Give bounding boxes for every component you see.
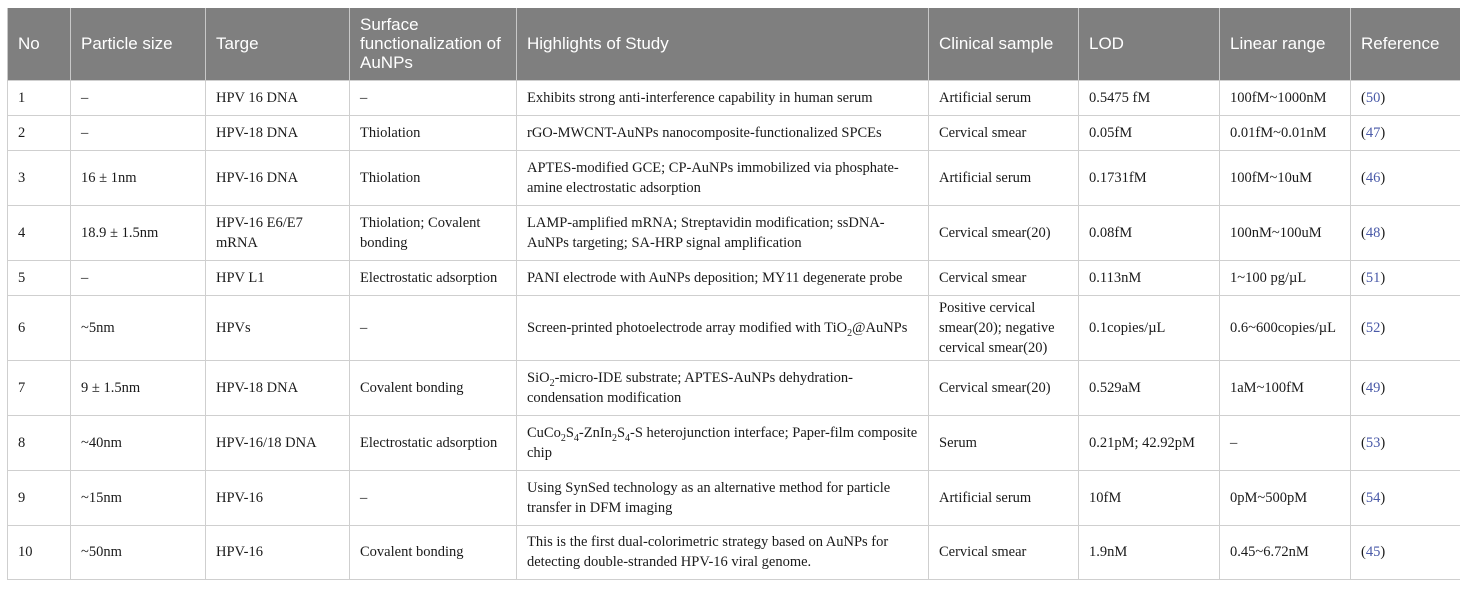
subscript: 4	[573, 432, 579, 444]
table-row	[8, 115, 1460, 150]
cell-lod: 0.113nM	[1079, 260, 1220, 295]
cell-target: HPV-16 E6/E7 mRNA	[206, 205, 350, 260]
cell-range: 1~100 pg/µL	[1220, 260, 1351, 295]
cell-target: HPVs	[206, 295, 350, 360]
cell-no: 8	[8, 415, 71, 470]
header-lod: LOD	[1079, 8, 1220, 80]
reference-link[interactable]: 50	[1365, 89, 1381, 106]
reference-link[interactable]: 45	[1365, 544, 1381, 560]
cell-reference: (45)	[1351, 525, 1460, 579]
cell-size: –	[71, 260, 206, 295]
cell-no: 6	[8, 295, 71, 360]
cell-no: 3	[8, 150, 71, 205]
cell-highlight: Exhibits strong anti-interference capability in human serum	[517, 80, 929, 115]
cell-lod: 0.1copies/µL	[1079, 295, 1220, 360]
subscript: 2	[847, 327, 853, 339]
cell-surface: –	[350, 80, 517, 115]
header-no: No	[8, 8, 71, 80]
cell-highlight	[517, 360, 929, 415]
header-target: Targe	[206, 8, 350, 80]
cell-highlight	[517, 415, 929, 470]
cell-surface: Covalent bonding	[350, 360, 517, 415]
cell-reference: (51)	[1351, 260, 1460, 295]
cell-reference: (48)	[1351, 205, 1460, 260]
cell-no: 9	[8, 470, 71, 525]
cell-highlight	[517, 295, 929, 360]
cell-size: ~5nm	[71, 295, 206, 360]
cell-range: 100fM~10uM	[1220, 150, 1351, 205]
reference-link[interactable]: 49	[1365, 379, 1381, 396]
cell-surface: –	[350, 470, 517, 525]
highlight-text: -ZnIn	[578, 424, 612, 441]
reference-link[interactable]: 46	[1365, 169, 1381, 186]
subscript: 4	[625, 432, 631, 444]
cell-range: 0.6~600copies/µL	[1220, 295, 1351, 360]
cell-range: 100fM~1000nM	[1220, 80, 1351, 115]
cell-range: –	[1220, 415, 1351, 470]
header-highlights: Highlights of Study	[517, 8, 929, 80]
cell-highlight: LAMP-amplified mRNA; Streptavidin modification; ssDNA-AuNPs targeting; SA-HRP signal amplification	[517, 205, 929, 260]
cell-lod: 0.05fM	[1079, 115, 1220, 150]
cell-sample: Cervical smear	[929, 115, 1079, 150]
cell-target: HPV-16/18 DNA	[206, 415, 350, 470]
cell-highlight: This is the first dual-colorimetric strategy based on AuNPs for detecting double-stranded HPV-16 viral genome.	[517, 525, 929, 579]
cell-no: 5	[8, 260, 71, 295]
cell-sample: Artificial serum	[929, 80, 1079, 115]
highlight-text: -micro-IDE substrate; APTES-AuNPs dehydration-condensation modification	[527, 369, 853, 406]
cell-no: 2	[8, 115, 71, 150]
table-row	[8, 470, 1460, 525]
cell-size: 9 ± 1.5nm	[71, 360, 206, 415]
reference-link[interactable]: 51	[1365, 269, 1381, 286]
cell-range: 0.01fM~0.01nM	[1220, 115, 1351, 150]
header-particle-size: Particle size	[71, 8, 206, 80]
cell-sample: Positive cervical smear(20); negative cervical smear(20)	[929, 295, 1079, 360]
cell-reference: (47)	[1351, 115, 1460, 150]
cell-lod: 0.21pM; 42.92pM	[1079, 415, 1220, 470]
subscript: 2	[549, 377, 555, 389]
cell-reference: (46)	[1351, 150, 1460, 205]
cell-reference: (52)	[1351, 295, 1460, 360]
cell-no: 4	[8, 205, 71, 260]
cell-target: HPV-18 DNA	[206, 360, 350, 415]
table-row	[8, 295, 1460, 360]
cell-surface: Thiolation	[350, 115, 517, 150]
table-row	[8, 525, 1460, 579]
cell-sample: Cervical smear(20)	[929, 360, 1079, 415]
cell-sample: Artificial serum	[929, 470, 1079, 525]
cell-range: 1aM~100fM	[1220, 360, 1351, 415]
highlight-text: -S heterojunction interface; Paper-film composite chip	[527, 424, 918, 461]
reference-link[interactable]: 47	[1365, 124, 1381, 141]
table-row	[8, 360, 1460, 415]
cell-size: 18.9 ± 1.5nm	[71, 205, 206, 260]
cell-size: –	[71, 80, 206, 115]
reference-link[interactable]: 48	[1365, 224, 1381, 241]
cell-lod: 0.5475 fM	[1079, 80, 1220, 115]
highlight-text: S	[616, 424, 626, 441]
cell-reference: (49)	[1351, 360, 1460, 415]
highlight-text: SiO	[527, 369, 550, 386]
cell-target: HPV L1	[206, 260, 350, 295]
cell-target: HPV-16 DNA	[206, 150, 350, 205]
header-row	[8, 8, 1460, 80]
cell-reference: (50)	[1351, 80, 1460, 115]
cell-target: HPV-16	[206, 525, 350, 579]
cell-surface: Thiolation	[350, 150, 517, 205]
cell-surface: Thiolation; Covalent bonding	[350, 205, 517, 260]
table-row	[8, 415, 1460, 470]
subscript: 2	[611, 432, 617, 444]
subscript: 2	[560, 432, 566, 444]
cell-lod: 0.1731fM	[1079, 150, 1220, 205]
cell-target: HPV 16 DNA	[206, 80, 350, 115]
cell-no: 7	[8, 360, 71, 415]
cell-highlight: rGO-MWCNT-AuNPs nanocomposite-functionalized SPCEs	[517, 115, 929, 150]
cell-surface: Electrostatic adsorption	[350, 260, 517, 295]
cell-size: ~40nm	[71, 415, 206, 470]
highlight-text: CuCo	[527, 424, 561, 441]
cell-range: 0pM~500pM	[1220, 470, 1351, 525]
cell-lod: 0.08fM	[1079, 205, 1220, 260]
cell-size: 16 ± 1nm	[71, 150, 206, 205]
cell-range: 0.45~6.72nM	[1220, 525, 1351, 579]
cell-lod: 1.9nM	[1079, 525, 1220, 579]
cell-sample: Cervical smear	[929, 260, 1079, 295]
cell-size: ~15nm	[71, 470, 206, 525]
data-table	[7, 8, 1460, 580]
cell-reference: (53)	[1351, 415, 1460, 470]
header-surface: Surface functionalization of AuNPs	[350, 8, 517, 80]
table-row	[8, 205, 1460, 260]
highlight-text: @AuNPs	[852, 319, 908, 336]
cell-highlight: APTES-modified GCE; CP-AuNPs immobilized via phosphate-amine electrostatic adsorption	[517, 150, 929, 205]
cell-lod: 10fM	[1079, 470, 1220, 525]
reference-link[interactable]: 52	[1365, 319, 1381, 336]
cell-size: ~50nm	[71, 525, 206, 579]
reference-link[interactable]: 54	[1365, 489, 1381, 506]
cell-target: HPV-16	[206, 470, 350, 525]
reference-link[interactable]: 53	[1365, 434, 1381, 451]
highlight-text: S	[565, 424, 574, 441]
cell-range: 100nM~100uM	[1220, 205, 1351, 260]
cell-sample: Artificial serum	[929, 150, 1079, 205]
cell-surface: Electrostatic adsorption	[350, 415, 517, 470]
cell-no: 1	[8, 80, 71, 115]
highlight-text: Screen-printed photoelectrode array modified with TiO	[527, 319, 848, 336]
cell-sample: Cervical smear(20)	[929, 205, 1079, 260]
header-linear-range: Linear range	[1220, 8, 1351, 80]
header-reference: Reference	[1351, 8, 1460, 80]
cell-highlight: Using SynSed technology as an alternative method for particle transfer in DFM imaging	[517, 470, 929, 525]
header-clinical-sample: Clinical sample	[929, 8, 1079, 80]
cell-no: 10	[8, 525, 71, 579]
cell-target: HPV-18 DNA	[206, 115, 350, 150]
cell-lod: 0.529aM	[1079, 360, 1220, 415]
cell-size: –	[71, 115, 206, 150]
cell-reference: (54)	[1351, 470, 1460, 525]
table-row	[8, 80, 1460, 115]
cell-surface: –	[350, 295, 517, 360]
cell-surface: Covalent bonding	[350, 525, 517, 579]
cell-sample: Cervical smear	[929, 525, 1079, 579]
cell-sample: Serum	[929, 415, 1079, 470]
table-row	[8, 150, 1460, 205]
table-row	[8, 260, 1460, 295]
cell-highlight: PANI electrode with AuNPs deposition; MY11 degenerate probe	[517, 260, 929, 295]
